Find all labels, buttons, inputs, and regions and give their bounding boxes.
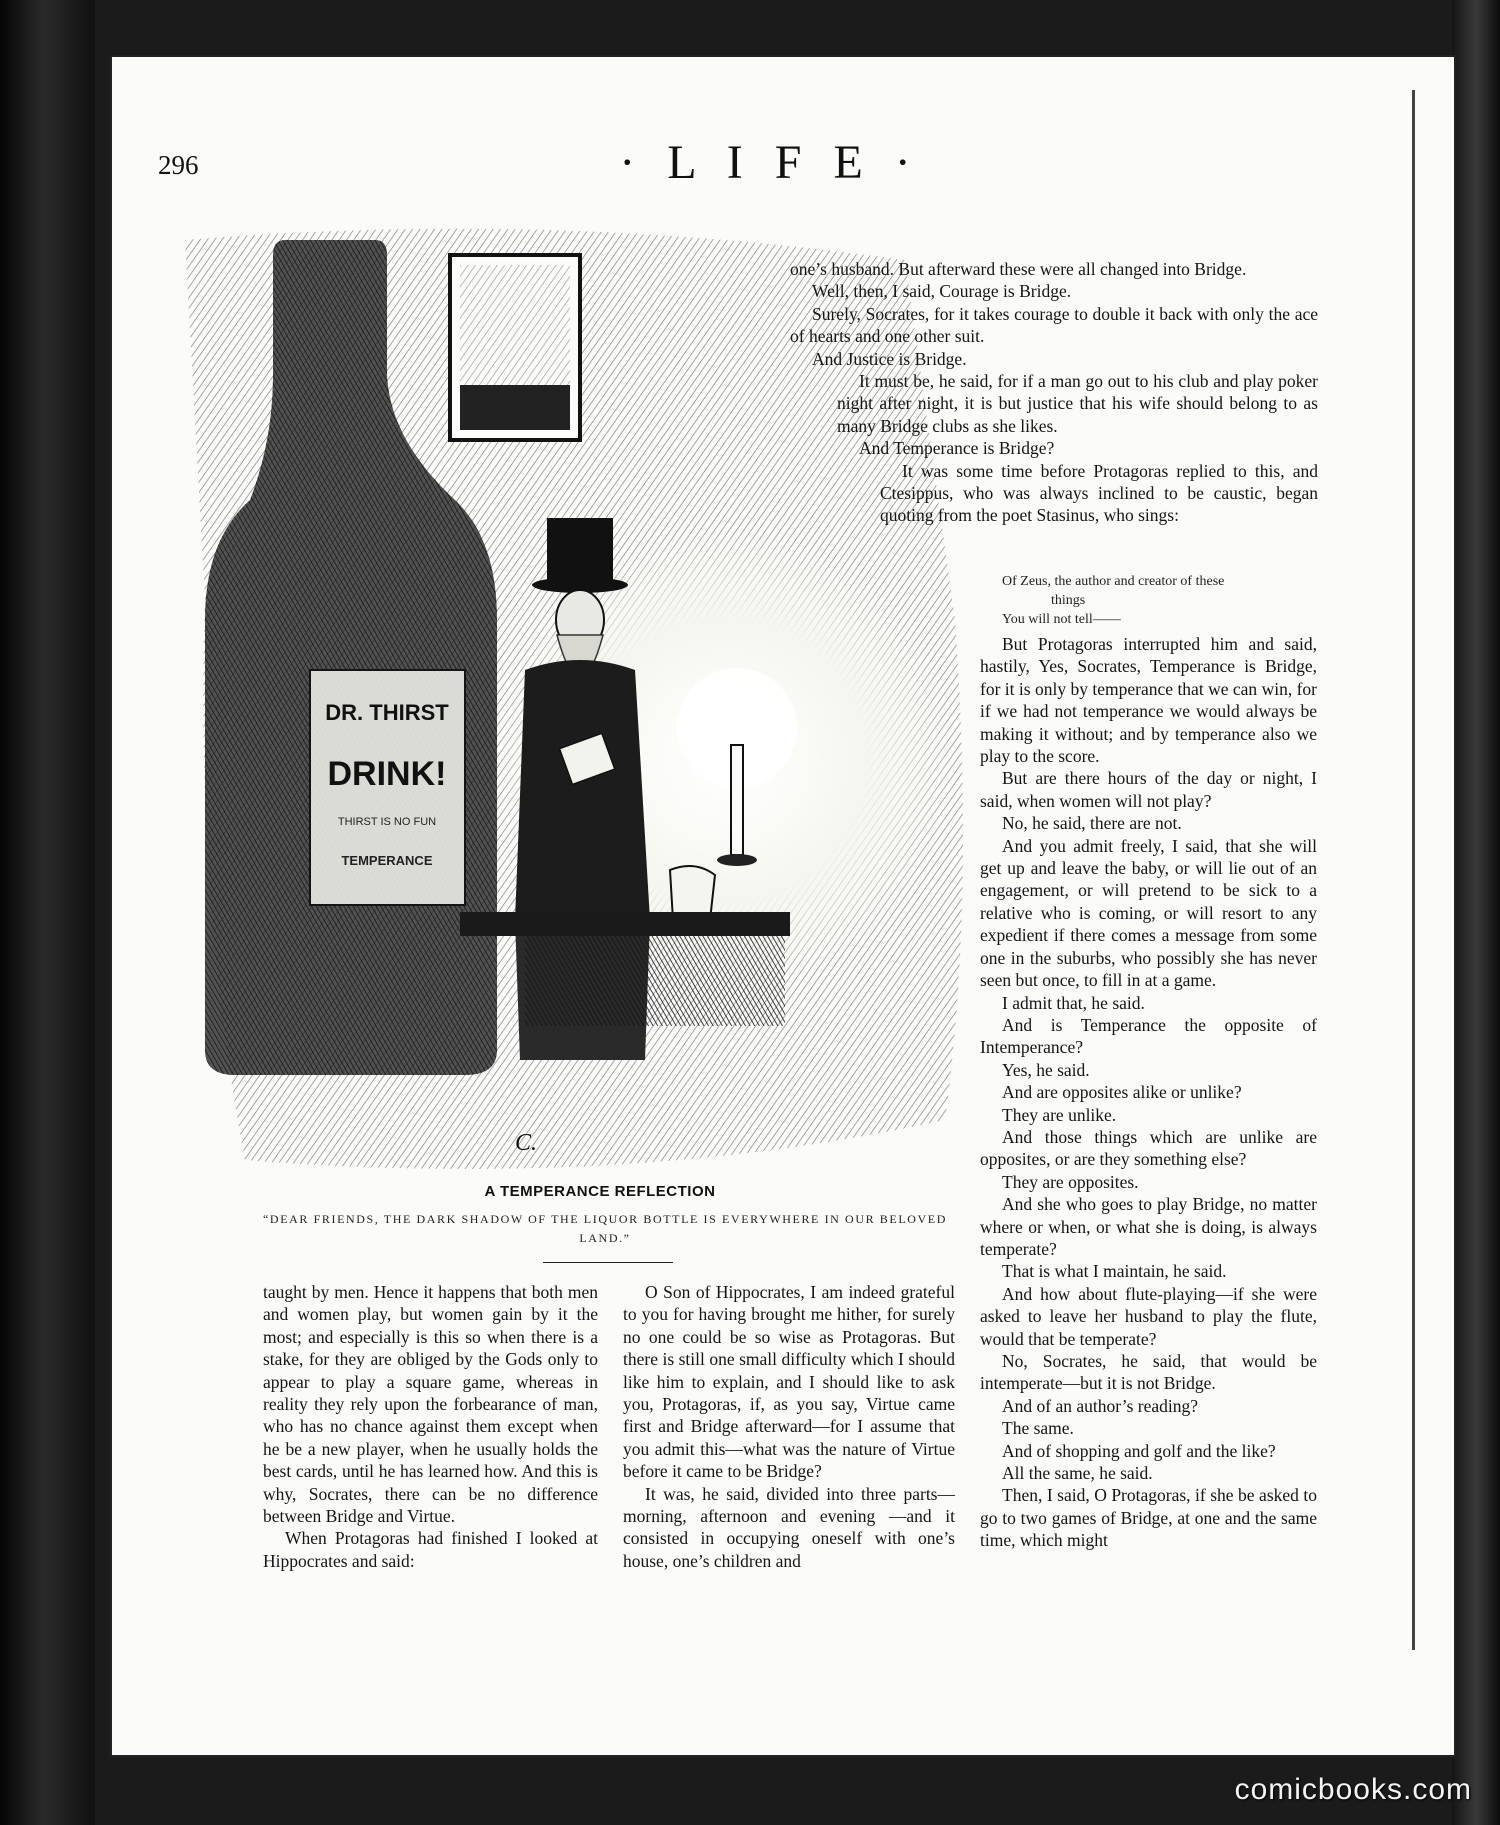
paragraph: All the same, he said. [1002, 1463, 1153, 1484]
temperance-poster [310, 670, 465, 905]
paragraph: The same. [1002, 1418, 1074, 1439]
paragraph: Yes, he said. [1002, 1059, 1090, 1080]
verse-quote [1002, 572, 1317, 629]
verse-line: You will not tell—— [1002, 612, 1121, 627]
paragraph: I admit that, he said. [1002, 992, 1145, 1013]
paragraph: And of shopping and golf and the like? [1002, 1440, 1276, 1461]
paragraph: Surely, Socrates, for it takes courage to double it back with only the ace of hearts and one other suit. [790, 303, 1318, 347]
poster-line-3: THIRST IS NO FUN [337, 816, 437, 828]
paragraph: No, Socrates, he said, that would be intemperate—but it is not Bridge. [980, 1351, 1317, 1394]
paragraph: When Protagoras had finished I looked at Hippocrates and said: [263, 1528, 598, 1571]
poster-line-4: TEMPERANCE [341, 853, 433, 868]
paragraph: No, he said, there are not. [1002, 813, 1182, 834]
paragraph: But are there hours of the day or night, I said, when women will not play? [980, 768, 1317, 811]
paragraph: And she who goes to play Bridge, no matter where or when, or what she is doing, is always temperate? [980, 1194, 1317, 1259]
paragraph: And how about flute-playing—if she were asked to leave her husband to play the flute, would that be temperate? [980, 1283, 1317, 1349]
artist-signature: C. [515, 1130, 538, 1156]
paragraph: Well, then, I said, Courage is Bridge. [812, 281, 1072, 302]
paragraph: O Son of Hippocrates, I am indeed grateful to you for having brought me hither, for surely no one could be so wise as Protagoras. But there is still one small difficulty which I should like him to explain, and I should like to ask you, Protagoras, if, as you say, Virtue came first and Bridge afterward—for I assume that you admit this—what was the nature of Virtue before it came to be Bridge? [623, 1282, 955, 1482]
caption-quote: “DEAR FRIENDS, THE DARK SHADOW OF THE LIQUOR BOTTLE IS EVERYWHERE IN OUR BELOVED LAND.” [263, 1212, 947, 1245]
paragraph: one’s husband. But afterward these were all changed into Bridge. [790, 259, 1247, 279]
verse-line: Of Zeus, the author and creator of these [1002, 574, 1225, 589]
paragraph: taught by men. Hence it happens that both men and women play, but women gain by it the most; and especially is this so when there is a stake, for they are obliged by the Gods only to appear to play a square game, whereas in reality they rely upon the forbearance of man, who has no chance against them except when he be a new player, when he usually holds the best cards, until he has learned how. And this is why, Socrates, there can be no difference between Bridge and Virtue. [263, 1282, 598, 1527]
window-frame [450, 255, 580, 440]
paragraph: It must be, he said, for if a man go out to his club and play poker night after night, it is but justice that his wife should belong to as many Bridge clubs as she likes. [837, 371, 1318, 436]
paragraph: It was, he said, divided into three parts—morning, afternoon and evening —and it consisted in occupying oneself with one’s house, one’s children and [623, 1483, 955, 1571]
page-number: 296 [158, 150, 199, 180]
verse-line: things [1002, 593, 1086, 608]
paragraph: And Justice is Bridge. [812, 348, 967, 369]
book-spine-left [0, 0, 95, 1825]
paragraph: They are unlike. [1002, 1104, 1117, 1125]
paragraph: And are opposites alike or unlike? [1002, 1082, 1242, 1103]
paragraph: They are opposites. [1002, 1171, 1139, 1192]
text-column-right-lower [980, 570, 1317, 1552]
page-fold-edge [1412, 90, 1415, 1650]
poster-line-2: DRINK! [327, 755, 447, 793]
paragraph: And you admit freely, I said, that she will get up and leave the baby, or will lie out of an engagement, or will pretend to be sick to a relative who is coming, or will resort to any expedient if there comes a message from some one in the suburbs, who possibly she has never seen but once, to fill in at a game. [980, 835, 1317, 991]
paragraph: And of an author’s reading? [1002, 1395, 1199, 1416]
paragraph: And Temperance is Bridge? [859, 438, 1055, 459]
text-column-right-upper [790, 258, 1318, 527]
paragraph: That is what I maintain, he said. [1002, 1261, 1227, 1282]
book-spine-right [1452, 0, 1500, 1825]
poster-line-1: DR. THIRST [325, 700, 449, 725]
site-watermark: comicbooks.com [1234, 1773, 1472, 1806]
caption-title: A TEMPERANCE REFLECTION [484, 1183, 716, 1200]
text-column-left [263, 1281, 598, 1572]
paragraph: And is Temperance the opposite of Intemperance? [980, 1014, 1317, 1058]
paragraph: And those things which are unlike are opposites, or are they something else? [980, 1126, 1317, 1170]
paragraph: It was some time before Protagoras replied to this, and Ctesippus, who was always inclined to be caustic, began quoting from the poet Stasinus, who sings: [880, 460, 1318, 526]
paragraph: Then, I said, O Protagoras, if she be asked to go to two games of Bridge, at one and the same time, which might [980, 1485, 1317, 1551]
masthead-title: · L I F E · [619, 136, 921, 189]
paragraph: But Protagoras interrupted him and said, hastily, Yes, Socrates, Temperance is Bridge, for it is only by temperance that we can win, for if we had not temperance we would always be making it without; and by temperance also we play to the score. [980, 634, 1317, 767]
caption-divider [543, 1262, 673, 1263]
text-column-middle [623, 1281, 955, 1572]
